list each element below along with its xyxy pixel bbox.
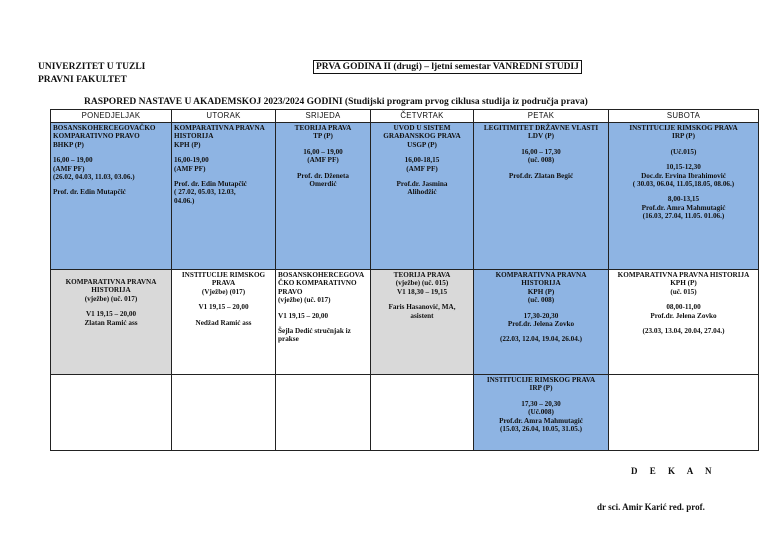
cell-line: PRAVO bbox=[278, 287, 303, 296]
day-header-row bbox=[51, 110, 759, 123]
cell-line: Prof. dr. Edin Mutapčić bbox=[53, 188, 126, 197]
class-cell bbox=[371, 123, 474, 270]
cell-line bbox=[373, 296, 471, 303]
cell-line: USGP (P) bbox=[407, 140, 437, 149]
class-cell bbox=[276, 123, 371, 270]
cell-line: Prof.dr. Amra Mahmutagić bbox=[641, 203, 726, 212]
cell-line: (15.03, 26.04, 10.05, 31.05.) bbox=[499, 425, 583, 434]
cell-line: HISTORIJA bbox=[91, 286, 131, 295]
cell-line bbox=[53, 303, 169, 310]
cell-line bbox=[278, 165, 368, 172]
cell-line: 16,00-18,15 bbox=[404, 156, 440, 165]
cell-line: HISTORIJA bbox=[174, 132, 214, 141]
cell-line: (22.03, 12.04, 19.04, 26.04.) bbox=[499, 335, 583, 344]
class-cell bbox=[609, 123, 759, 270]
day-header: ČETVRTAK bbox=[371, 110, 474, 123]
cell-line: (Uč.008) bbox=[528, 408, 554, 417]
cell-line bbox=[611, 188, 756, 195]
schedule-table bbox=[50, 109, 759, 451]
cell-line: 16,00 – 19,00 bbox=[53, 156, 93, 165]
day-header: UTORAK bbox=[172, 110, 276, 123]
class-cell bbox=[51, 375, 172, 451]
cell-line: INSTITUCIJE RIMSKOG PRAVA bbox=[629, 124, 738, 132]
dekan-label: D E K A N bbox=[631, 466, 717, 476]
cell-line bbox=[373, 149, 471, 156]
cell-line: INSTITUCIJE RIMSKOG PRAVA bbox=[486, 376, 596, 384]
cell-line bbox=[174, 149, 273, 156]
cell-line bbox=[476, 141, 606, 148]
cell-line: HISTORIJA bbox=[521, 279, 561, 288]
cell-line: ( 30.03, 06.04, 11.05,18.05, 08.06.) bbox=[632, 180, 735, 189]
cell-line: KPH (P) bbox=[670, 279, 697, 288]
dean-signature-name: dr sci. Amir Karić red. prof. bbox=[597, 502, 705, 512]
cell-line: GRAĐANSKOG PRAVA bbox=[383, 132, 461, 141]
schedule-row bbox=[51, 270, 759, 375]
cell-line: (AMF PF) bbox=[174, 164, 206, 173]
cell-line: KOMPARATIVNA PRAVNA bbox=[495, 271, 587, 279]
class-cell bbox=[609, 270, 759, 375]
university-header bbox=[38, 61, 145, 87]
cell-line: IRP (P) bbox=[672, 132, 695, 141]
cell-line: INSTITUCIJE RIMSKOG bbox=[181, 271, 266, 279]
class-cell bbox=[371, 270, 474, 375]
cell-line: IRP (P) bbox=[529, 384, 553, 393]
cell-line bbox=[476, 305, 606, 312]
cell-line: Prof.dr. Jelena Zovko bbox=[650, 311, 717, 320]
day-header: SRIJEDA bbox=[276, 110, 371, 123]
cell-line: Zlatan Ramić ass bbox=[84, 318, 138, 327]
cell-line: 08,00-11,00 bbox=[666, 303, 701, 312]
cell-line: (16.03, 27.04, 11.05. 01.06.) bbox=[642, 212, 725, 221]
schedule-title: RASPORED NASTAVE U AKADEMSKOJ 2023/2024 GODINI (Studijski program prvog ciklusa studija iz područja prava) bbox=[84, 97, 588, 107]
cell-line bbox=[278, 305, 368, 312]
class-cell bbox=[51, 123, 172, 270]
cell-line: V1 19,15 – 20,00 bbox=[278, 311, 329, 320]
cell-line: Faris Hasanović, MA, bbox=[388, 303, 456, 312]
cell-line bbox=[53, 271, 169, 278]
cell-line: V1 19,15 – 20,00 bbox=[85, 310, 137, 319]
cell-line: Prof.dr. Amra Mahmutagić bbox=[499, 416, 583, 425]
class-cell bbox=[276, 270, 371, 375]
class-cell bbox=[172, 270, 276, 375]
cell-line: (AMF PF) bbox=[406, 164, 438, 173]
cell-line: Omerdić bbox=[309, 180, 337, 189]
cell-line: KOMPARATIVNA PRAVNA bbox=[65, 278, 157, 286]
cell-line: (AMF PF) bbox=[53, 164, 85, 173]
semester-title: PRVA GODINA II (drugi) – ljetni semestar VANREDNI STUDIJ bbox=[313, 60, 582, 74]
cell-line: (vježbe) (uč. 015) bbox=[395, 279, 449, 288]
class-cell bbox=[474, 375, 609, 451]
cell-line: TEORIJA PRAVA bbox=[393, 271, 451, 279]
cell-line: BOSANSKOHERCEGOVAČKO bbox=[53, 124, 156, 132]
cell-line: PRAVA bbox=[211, 279, 236, 288]
cell-line: 17,30-20,30 bbox=[523, 311, 559, 320]
class-cell bbox=[172, 123, 276, 270]
class-cell bbox=[371, 375, 474, 451]
cell-line: Nedžad Ramić ass bbox=[195, 318, 252, 327]
cell-line: Doc.dr. Ervina Ibrahimović bbox=[641, 171, 726, 180]
faculty-name: PRAVNI FAKULTET bbox=[38, 75, 127, 85]
cell-line: Prof. dr. Edin Mutapčić bbox=[174, 180, 247, 189]
class-cell bbox=[474, 270, 609, 375]
cell-line: BOSANSKOHERCEGOVA bbox=[278, 271, 365, 279]
cell-line: (AMF PF) bbox=[307, 156, 339, 165]
cell-line bbox=[174, 173, 273, 180]
cell-line: 16,00-19,00 bbox=[174, 156, 209, 165]
cell-line: ( 27.02, 05.03, 12.03, bbox=[174, 188, 236, 197]
cell-line: (uč. 015) bbox=[670, 287, 697, 296]
cell-line: 04.06.) bbox=[174, 196, 195, 205]
cell-line: 16,00 – 17,30 bbox=[521, 147, 561, 156]
schedule-row bbox=[51, 123, 759, 270]
cell-line: UVOD U SISTEM bbox=[393, 124, 451, 132]
cell-line: prakse bbox=[278, 335, 299, 344]
class-cell bbox=[172, 375, 276, 451]
cell-line bbox=[373, 173, 471, 180]
cell-line: Prof. dr. Dženeta bbox=[297, 171, 349, 180]
cell-line: (vježbe) (uč. 017) bbox=[84, 294, 138, 303]
cell-line: (vježbe) (uč. 017) bbox=[278, 296, 331, 305]
cell-line: (26.02, 04.03, 11.03, 03.06.) bbox=[53, 173, 135, 182]
cell-line bbox=[476, 328, 606, 335]
cell-line: (Uč.015) bbox=[670, 147, 697, 156]
cell-line bbox=[611, 320, 756, 327]
cell-line bbox=[476, 393, 606, 400]
day-header: PONEDJELJAK bbox=[51, 110, 172, 123]
cell-line: LDV (P) bbox=[527, 132, 555, 141]
cell-line: 8,00-13,15 bbox=[667, 195, 700, 204]
cell-line bbox=[611, 141, 756, 148]
day-header: SUBOTA bbox=[609, 110, 759, 123]
cell-line: Prof.dr. Jasmina bbox=[396, 180, 448, 189]
cell-line bbox=[174, 296, 273, 303]
cell-line: V1 19,15 – 20,00 bbox=[198, 303, 249, 312]
cell-line: KOMPARATIVNO PRAVO bbox=[53, 132, 140, 141]
cell-line: 16,00 – 19,00 bbox=[303, 147, 343, 156]
cell-line: Šejla Dedić stručnjak iz bbox=[278, 327, 351, 336]
cell-line: TEORIJA PRAVA bbox=[294, 124, 352, 132]
cell-line: V1 18,30 – 19,15 bbox=[396, 287, 448, 296]
class-cell bbox=[276, 375, 371, 451]
cell-line bbox=[278, 320, 368, 327]
cell-line: KOMPARATIVNA PRAVNA HISTORIJA bbox=[617, 271, 750, 279]
cell-line bbox=[278, 141, 368, 148]
university-name: UNIVERZITET U TUZLI bbox=[38, 62, 146, 72]
cell-line: BHKP (P) bbox=[53, 140, 84, 149]
cell-line: 17,30 – 20,30 bbox=[521, 399, 561, 408]
cell-line: KOMPARATIVNA PRAVNA bbox=[174, 124, 265, 132]
class-cell bbox=[609, 375, 759, 451]
cell-line: (Vježbe) (017) bbox=[201, 287, 246, 296]
cell-line: KPH (P) bbox=[527, 287, 555, 296]
day-header: PETAK bbox=[474, 110, 609, 123]
cell-line bbox=[476, 165, 606, 172]
cell-line: Prof.dr. Zlatan Begić bbox=[508, 171, 574, 180]
cell-line bbox=[174, 312, 273, 319]
cell-line: (23.03, 13.04, 20.04, 27.04.) bbox=[642, 327, 725, 336]
cell-line: Alihodžić bbox=[407, 188, 437, 197]
cell-line bbox=[611, 296, 756, 303]
cell-line bbox=[611, 156, 756, 163]
class-cell bbox=[51, 270, 172, 375]
cell-line bbox=[53, 149, 169, 156]
cell-line: 10,15-12,30 bbox=[666, 163, 701, 172]
class-cell bbox=[474, 123, 609, 270]
cell-line: asistent bbox=[410, 311, 434, 320]
cell-line: LEGITIMITET DRŽAVNE VLASTI bbox=[483, 124, 599, 132]
cell-line bbox=[53, 181, 169, 188]
cell-line: TP (P) bbox=[313, 132, 333, 141]
cell-line: (uč. 008) bbox=[527, 156, 555, 165]
cell-line: Prof.dr. Jelena Zovko bbox=[507, 320, 575, 329]
cell-line: KPH (P) bbox=[174, 140, 201, 149]
schedule-row bbox=[51, 375, 759, 451]
cell-line: (uč. 008) bbox=[527, 296, 555, 305]
cell-line: ČKO KOMPARATIVNO bbox=[278, 279, 357, 288]
